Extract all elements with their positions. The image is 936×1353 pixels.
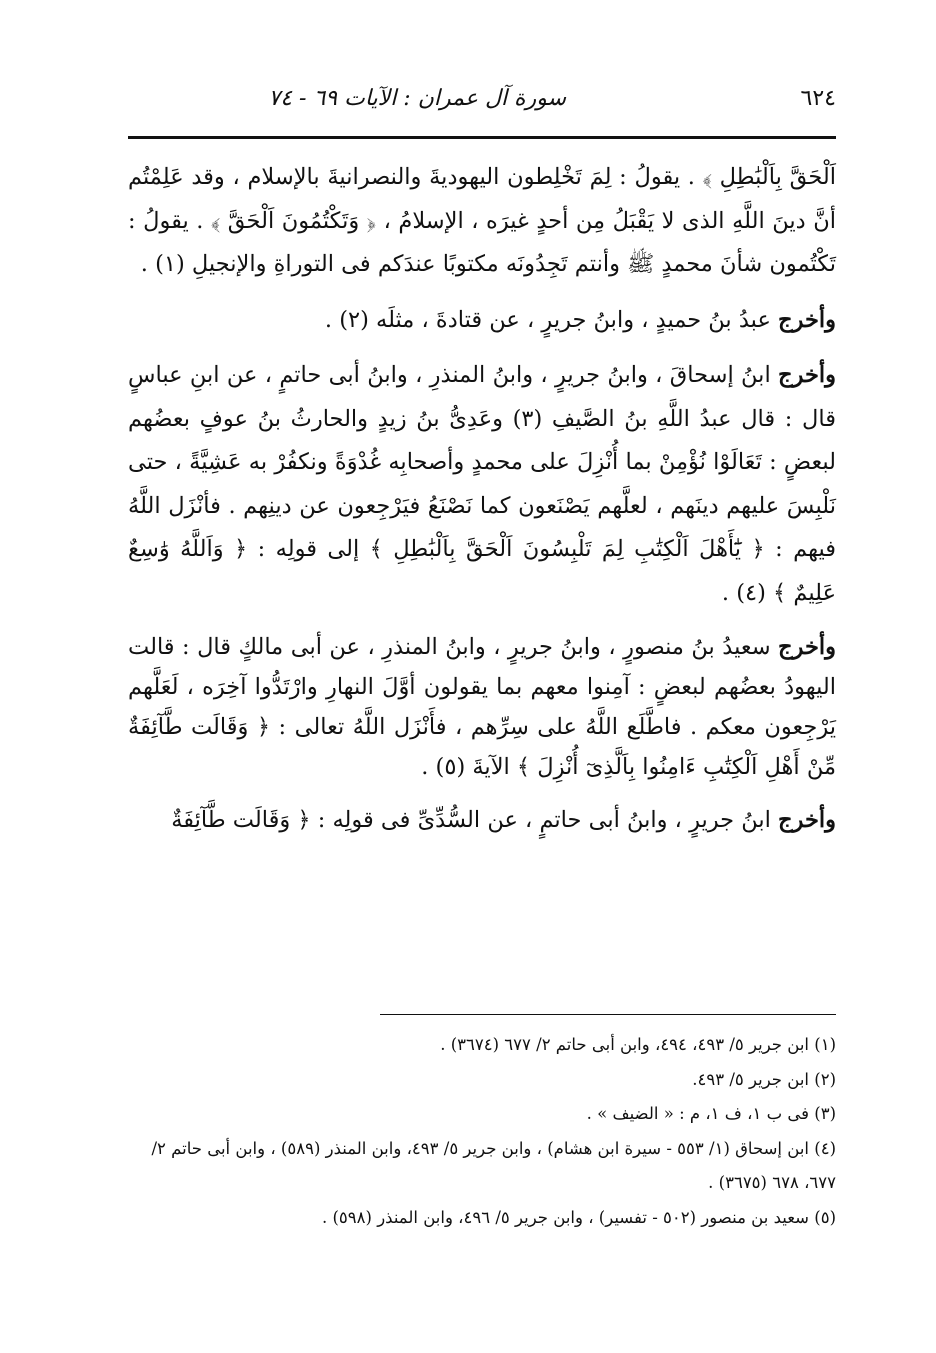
paragraph-text: سعيدُ بنُ منصورٍ ، وابنُ جريرٍ ، وابنُ المنذرِ ، عن أبى مالكٍ قال : قالت اليهودُ بعضُهم لبعضٍ : آمِنوا معهم بما يقولون أوَّلَ النهارِ وارْتَدُّوا آخِرَه ، لَعَلَّهم يَرْجِعون معكم . فاطَّلَع اللَّهُ على سِرِّهم ، فأَنْزَل اللَّهُ تعالى : ﴿ وَقَالَت طَّآئِفَةٌ مِّنْ أَهْلِ اَلْكِتَٰبِ ءَامِنُوا بِاَلَّذِىٓ أُنْزِلَ ﴾ الآيةَ (٥) . — [128, 634, 836, 780]
footnote: (٣) فى ب ١، ف ١، م : « الضيف » . — [586, 1104, 836, 1123]
footnote: (٥) سعيد بن منصور (٥٠٢ - تفسير) ، وابن جرير ٥/ ٤٩٦، وابن المنذر (٥٩٨) . — [321, 1207, 836, 1227]
paragraph — [128, 354, 836, 615]
footnote: (٤) ابن إسحاق (١/ ٥٥٣ - سيرة ابن هشام) ، وابن جرير ٥/ ٤٩٣، وابن المنذر (٥٨٩) ، وابن أبى حاتم ٢/ ٦٧٧، ٦٧٨ (٣٦٧٥) . — [151, 1138, 836, 1192]
header-rule — [128, 136, 836, 139]
paragraph-text: اَلْحَقَّ بِاَلْبَٰطِلِ ﴾ . يقولُ : لِمَ تَخْلِطون اليهوديةَ والنصرانيةَ بالإسلام ، وقد عَلِمْتُم أنَّ دينَ اللَّهِ الذى لا يَقْبَلُ مِن أحدٍ غيرَه ، الإسلامُ ، ﴿ وَتَكْتُمُونَ اَلْحَقَّ ﴾ . يقولُ : تَكْتُمون شأنَ محمدٍ ﷺ وأنتم تَجِدُونَه مكتوبًا عندَكم فى التوراةِ والإنجيلِ (١) . — [128, 164, 836, 277]
paragraph-lead: وأخرج — [778, 634, 836, 660]
page-header — [128, 72, 836, 132]
paragraph — [128, 799, 836, 843]
paragraph-lead: وأخرج — [778, 807, 836, 833]
footnotes — [128, 1028, 836, 1235]
paragraph — [128, 627, 836, 787]
footnote: (١) ابن جرير ٥/ ٤٩٣، ٤٩٤، وابن أبى حاتم ٢/ ٦٧٧ (٣٦٧٤) . — [440, 1035, 836, 1054]
paragraph-text: عبدُ بنُ حميدٍ ، وابنُ جريرٍ ، عن قتادةَ ، مثلَه (٢) . — [324, 306, 779, 333]
paragraph-text: ابنُ إسحاقَ ، وابنُ جريرٍ ، وابنُ المنذرِ ، وابنُ أبى حاتمٍ ، عن ابنِ عباسٍ قال : قال عبدُ اللَّهِ بنُ الصَّيفِ (٣) وعَدِىُّ بنُ زيدٍ والحارثُ بنُ عوفٍ بعضُهم لبعضٍ : تَعَالَوْا نُؤْمِنْ بما أُنْزِلَ على محمدٍ وأصحابِه غُدْوَةً ونكفُرْ به عَشِيَّةً ، حتى نَلْبِسَ عليهم دينَهم ، لعلَّهم يَصْنَعون كما نَصْنَعُ فيَرْجِعون عن دينِهم . فأنْزَل اللَّهُ فيهم : ﴿ يَٰٓأَهْلَ اَلْكِتَٰبِ لِمَ تَلْبِسُونَ اَلْحَقَّ بِاَلْبَٰطِلِ ﴾ إلى قولِه : ﴿ وَاَللَّهُ وَٰسِعٌ عَلِيمٌ ﴾ (٤) . — [128, 362, 836, 606]
running-title: سورة آل عمران : الآيات ٦٩ - ٧٤ — [268, 86, 566, 111]
paragraph-text: ابنُ جريرٍ ، وابنُ أبى حاتمٍ ، عن السُّدِّىِّ فى قولِه : ﴿ وَقَالَت طَّآئِفَةٌ — [171, 807, 779, 833]
paragraph-lead: وأخرج — [778, 306, 836, 333]
paragraph — [128, 156, 836, 287]
footnote: (٢) ابن جرير ٥/ ٤٩٣. — [692, 1069, 836, 1089]
paragraph-lead: وأخرج — [778, 362, 836, 388]
paragraph — [128, 299, 836, 343]
footnote-rule — [380, 1014, 836, 1015]
body-text — [128, 156, 836, 843]
page-number: ٦٢٤ — [800, 86, 836, 111]
